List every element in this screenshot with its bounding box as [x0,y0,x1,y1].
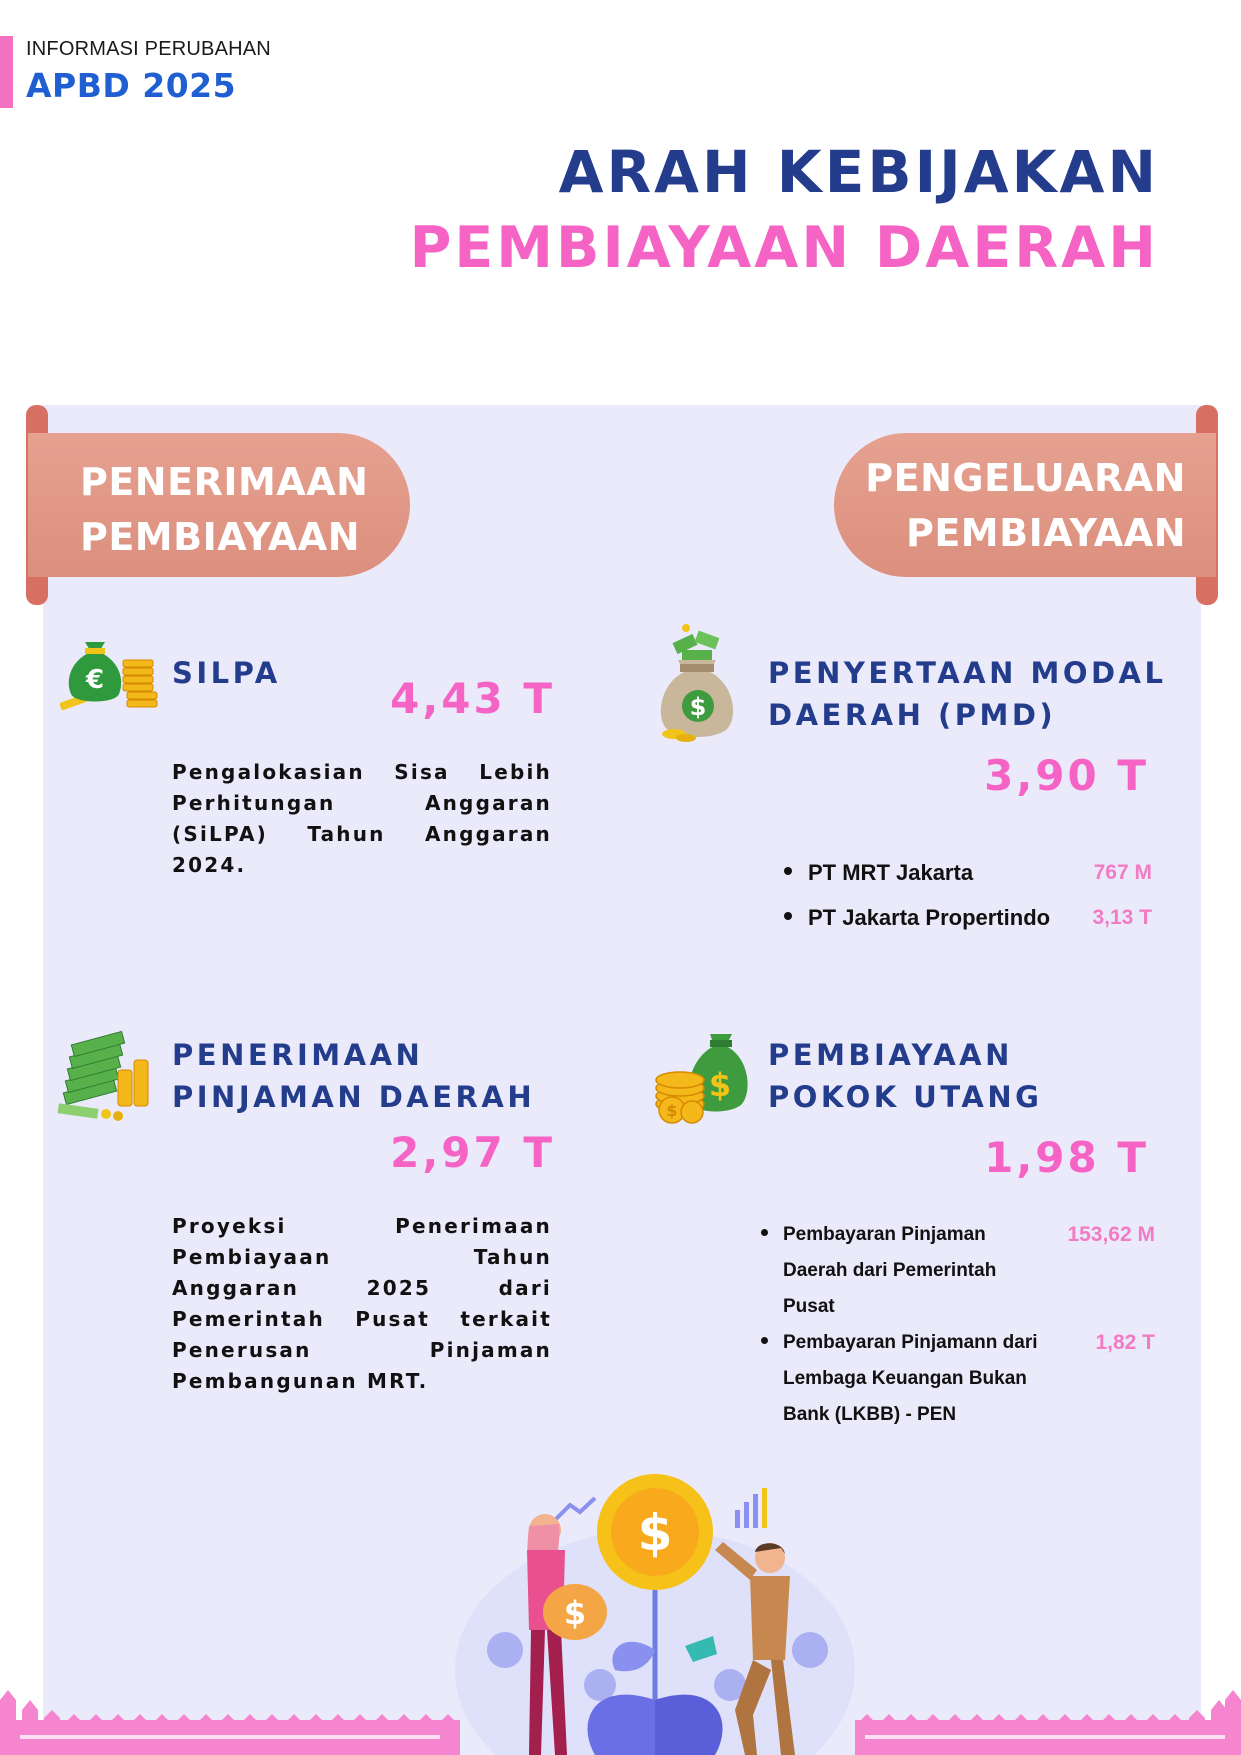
svg-text:$: $ [666,1101,678,1120]
ppd-title [172,1034,535,1118]
ppu-title-line1: PEMBIAYAAN [768,1038,1013,1072]
pmd-item-label: PT Jakarta Propertindo [808,904,1051,930]
silpa-value: 4,43 T [390,674,555,723]
svg-text:$: $ [637,1504,673,1562]
list-item [783,1325,1155,1433]
ppd-title-line1: PENERIMAAN [172,1038,424,1072]
list-item [808,895,1152,940]
pmd-title-line1: PENYERTAAN MODAL [768,656,1167,690]
ppd-value: 2,97 T [390,1128,555,1177]
growth-illustration [445,1470,865,1755]
svg-text:$: $ [689,693,707,721]
list-item [783,1217,1155,1325]
ppu-item-value: 153,62 M [1067,1223,1155,1246]
ribbon-left-line1: PENERIMAAN [80,460,369,504]
ppu-title-line2: POKOK UTANG [768,1080,1043,1114]
svg-text:€: € [85,665,105,695]
ribbon-left-line2: PEMBIAYAAN [80,515,360,559]
main-title-line2: PEMBIAYAAN DAERAH [409,215,1159,281]
cash-stack-icon [56,1030,156,1125]
pmd-title [768,652,1166,736]
money-bag-dollar-icon [656,620,738,745]
ppd-description: Proyeksi Penerimaan Pembiayaan Tahun Anggaran 2025 dari Pemerintah Pusat terkait Penerusan Pinjaman Pembangunan MRT. [172,1214,552,1393]
ribbon-pengeluaran [834,433,1216,577]
silpa-description: Pengalokasian Sisa Lebih Perhitungan Anggaran (SiLPA) Tahun Anggaran 2024. [172,760,552,877]
silpa-title: SILPA [172,656,281,690]
ppu-item-label: Pembayaran Pinjamann dari Lembaga Keuangan Bukan Bank (LKBB) - PEN [783,1332,1038,1425]
ppu-list [783,1217,1155,1433]
ppu-value: 1,98 T [984,1133,1149,1182]
header-title: APBD 2025 [26,66,237,105]
main-title-line1: ARAH KEBIJAKAN [558,138,1159,206]
svg-text:$: $ [563,1594,587,1632]
pmd-item-value: 3,13 T [1092,905,1152,929]
svg-text:$: $ [708,1066,732,1104]
header-subtitle: INFORMASI PERUBAHAN [26,38,271,60]
accent-bar [0,36,13,108]
fence-right-decoration [855,1660,1241,1755]
ppu-item-label: Pembayaran Pinjaman Daerah dari Pemerintah Pusat [783,1224,997,1317]
ppu-item-value: 1,82 T [1095,1331,1155,1354]
pmd-value: 3,90 T [984,751,1149,800]
coins-bag-icon [652,1030,752,1125]
ribbon-right-line1: PENGELUARAN [865,456,1186,500]
ribbon-penerimaan [28,433,410,577]
pmd-item-value: 767 M [1093,860,1152,884]
ppd-title-line2: PINJAMAN DAERAH [172,1080,536,1114]
money-bag-euro-icon [55,636,160,712]
pmd-list [808,850,1152,940]
ribbon-right-line2: PEMBIAYAAN [906,511,1186,555]
ppu-title [768,1034,1042,1118]
fence-left-decoration [0,1660,460,1755]
pmd-item-label: PT MRT Jakarta [808,859,974,885]
pmd-title-line2: DAERAH (PMD) [768,698,1057,732]
list-item [808,850,1152,895]
